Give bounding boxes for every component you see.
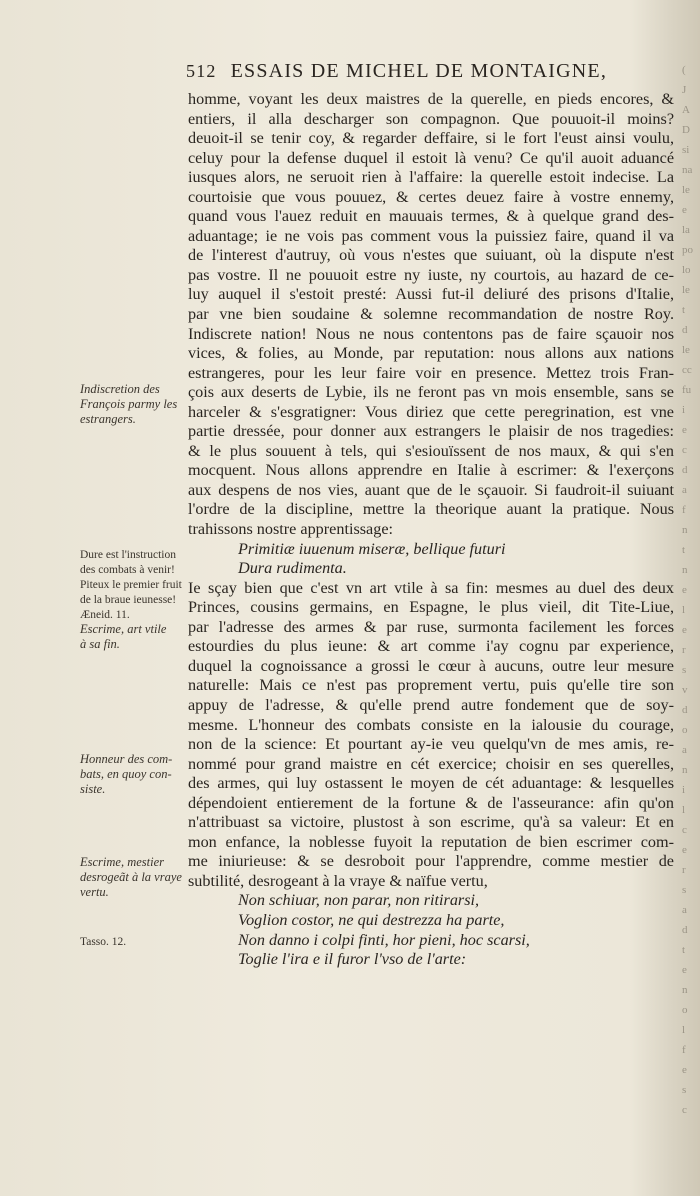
text-line: iusques alors, ne seruoit rien à l'affaire: la querelle estoit indecise. La [188, 168, 674, 187]
verse-line: Non schiuar, non parar, non ritirarsi, [238, 891, 480, 910]
margin-note-escrime-mestier [80, 855, 184, 900]
text-line: l'ordre de la discipline, mettre la theorique auant la pratique. Nous [188, 500, 674, 519]
margin-note-escrime-utile [80, 622, 184, 652]
margin-note-line: Honneur des com- [80, 752, 173, 766]
margin-note-line: siste. [80, 782, 106, 796]
facing-page-bleed: ( J A D si na le e la po lo le t d le cc fu i e c d a f n t n e l e r s v d o a n i l c e r s a d t e n o l f e s c [682, 64, 693, 1116]
text-line: des armes, qui luy ostassent le moyen de cét aduantage: & lesquelles [188, 774, 674, 793]
margin-note-line: Escrime, art vtile [80, 622, 167, 636]
margin-note-line: à sa fin. [80, 637, 120, 651]
text-line: courtoisie que vous pouuez, & certes deuez faire à vostre ennemy, [188, 187, 674, 206]
text-line: aduantage; ie ne vois pas comment vous la puissiez faire, quand il va [188, 226, 674, 245]
margin-note-line: vertu. [80, 885, 109, 899]
text-line: aux despens de nos vies, auant que de le sçauoir. Si faudroit-il suiuant [188, 480, 674, 499]
text-line: Indiscrete nation! Nous ne nous contentons pas de faire sçauoir nos [188, 324, 674, 343]
margin-note-line: des combats à venir! [80, 564, 175, 576]
text-line: dépendoient entierement de la fortune & de l'asseurance: afin qu'on [188, 793, 674, 812]
margin-note-honneur [80, 752, 184, 797]
running-title: ESSAIS DE MICHEL DE MONTAIGNE, [230, 60, 608, 82]
margin-note-line: François parmy les [80, 397, 178, 411]
text-line: subtilité, desrogeant à la vraye & naïfue vertu, [188, 871, 488, 890]
text-line: me iniurieuse: & se desroboit pour l'apprendre, comme mestier de [188, 852, 674, 871]
text-line: par l'adresse des armes & par ruse, surmonta facilement les forces [188, 617, 674, 636]
text-line: luy auquel il s'estoit presté: Aussi fut-il deliuré des prisons d'Italie, [188, 285, 674, 304]
verse-line: Primitiæ iuuenum miseræ, bellique futuri [238, 539, 506, 558]
margin-note-line: bats, en quoy con- [80, 767, 172, 781]
margin-note-line: estrangers. [80, 412, 136, 426]
verse-line: Voglion costor, ne qui destrezza ha parte, [238, 910, 505, 929]
text-line: non de la science: Et pourtant ay-ie veu quelqu'vn de mes amis, re- [188, 735, 674, 754]
text-line: deuoit-il se tenir coy, & regarder deffaire, si le fort l'eust ainsi voulu, [188, 129, 674, 148]
margin-note-instruction [80, 548, 184, 623]
text-line: Princes, cousins germains, en Espagne, le plus vieil, dit Tite-Liue, [188, 598, 674, 617]
main-text-block [188, 90, 674, 970]
margin-note-tasso [80, 935, 184, 950]
running-header [186, 60, 671, 83]
text-line: mocquent. Nous allons apprendre en Italie à escrimer: & l'exerçons [188, 461, 674, 480]
text-line: appuy de l'adresse, & qu'elle prend autre fondement que de soy- [188, 695, 674, 714]
text-line: n'attribuast sa victoire, plustost à son escrime, qu'à sa valeur: Et en [188, 813, 674, 832]
margin-note-indiscretion [80, 382, 184, 427]
text-line: par vne bien soudaine & solemne recommandation de nostre Roy. [188, 305, 674, 324]
text-line: pas vostre. Il ne pouuoit estre ny iuste, ny courtois, au hazard de ce- [188, 265, 674, 284]
verse-line: Dura rudimenta. [238, 559, 347, 578]
text-line: trahissons nostre apprentissage: [188, 520, 393, 539]
text-line: de l'interest d'autruy, où vous n'estes que suiuant, où la dispute n'est [188, 246, 674, 265]
margin-note-line: Indiscretion des [80, 382, 160, 396]
text-line: vices, & folies, au Monde, par reputation: nous allons aux nations [188, 344, 674, 363]
text-line: Ie sçay bien que c'est vn art vtile à sa fin: mesmes au duel des deux [188, 578, 674, 597]
text-line: estrangeres, pour les leur faire voir en presence. Mettez trois Fran- [188, 363, 674, 382]
text-line: naturelle: Mais ce n'est pas proprement vertu, puis qu'elle tire son [188, 676, 674, 695]
margin-note-line: Tasso. 12. [80, 936, 127, 948]
text-line: duquel la cognoissance a grossi le cœur à aucuns, outre leur mesure [188, 656, 674, 675]
text-line: mesme. L'honneur des combats consiste en la ialousie du courage, [188, 715, 674, 734]
margin-note-line: Dure est l'instruction [80, 549, 176, 561]
text-line: estourdies du plus ieune: & art comme i'ay cognu par experience, [188, 637, 674, 656]
text-line: quand vous l'auez reduit en mauuais termes, & à quelque grand des- [188, 207, 674, 226]
text-line: partie dressée, pour donner aux estrangers le plaisir de nos tragedies: [188, 422, 674, 441]
margin-note-line: de la braue ieunesse! [80, 594, 177, 606]
text-line: çois aux deserts de Lybie, ils ne feront pas vn mois ensemble, sans se [188, 383, 674, 402]
text-line: entiers, il alla descharger son compagnon. Que pouuoit-il moins? [188, 109, 674, 128]
text-line: mon enfance, la noblesse fuyoit la reputation de bien escrimer com- [188, 832, 674, 851]
margin-note-line: Piteux le premier fruit [80, 579, 182, 591]
verse-line: Non danno i colpi finti, hor pieni, hoc scarsi, [238, 930, 530, 949]
text-line: nommé pour grand maistre en cét exercice; choisir en ses querelles, [188, 754, 674, 773]
text-line: harceler & s'esgratigner: Vous diriez que cette peregrination, est vne [188, 402, 674, 421]
text-line: celuy pour la defense duquel il estoit là venu? Ce qu'il auoit aduancé [188, 148, 674, 167]
text-line: & le plus souuent à tels, qui s'esiouïssent de nos maux, & qui s'en [188, 441, 674, 460]
text-line: homme, voyant les deux maistres de la querelle, en pieds encores, & [188, 90, 674, 108]
margin-note-line: Æneid. 11. [80, 609, 130, 621]
page-number: 512 [186, 61, 217, 81]
verse-line: Toglie l'ira e il furor l'vso de l'arte: [238, 950, 467, 969]
margin-note-line: desrogeãt à la vraye [80, 870, 182, 884]
margin-note-line: Escrime, mestier [80, 855, 165, 869]
